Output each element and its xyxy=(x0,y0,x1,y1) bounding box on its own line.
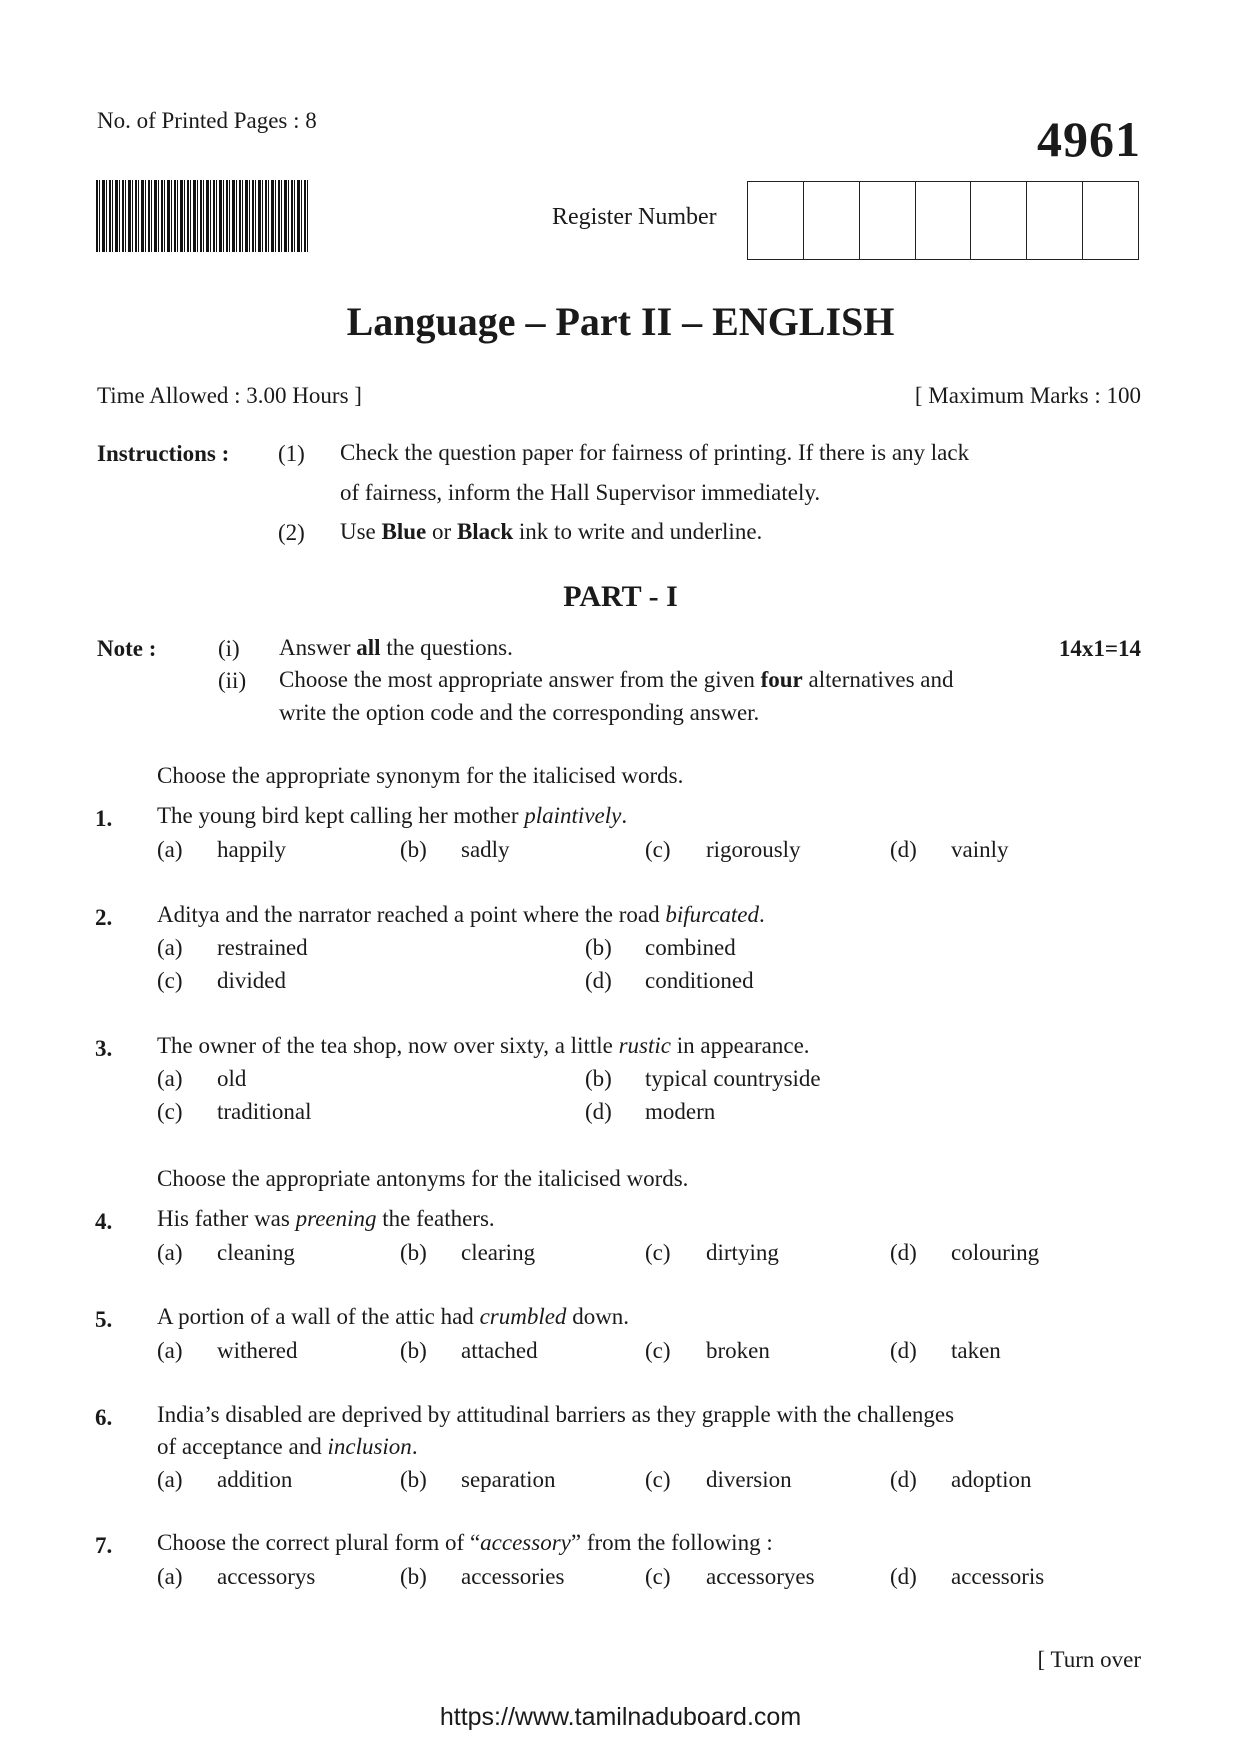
q-part: . xyxy=(759,902,765,927)
option-code: (d) xyxy=(890,1338,917,1363)
note-part: four xyxy=(760,667,803,692)
q-part: in appearance. xyxy=(670,1033,810,1058)
section-instruction: Choose the appropriate synonym for the italicised words. xyxy=(157,763,684,788)
option-text: combined xyxy=(645,935,736,960)
question-number: 7. xyxy=(95,1533,113,1558)
register-digit-box[interactable] xyxy=(1083,182,1138,259)
note-part: alternatives and xyxy=(802,667,954,692)
question-number: 3. xyxy=(95,1036,113,1061)
option-code: (b) xyxy=(400,837,427,862)
instruction-part: or xyxy=(426,519,457,544)
q-part: of acceptance and xyxy=(157,1434,328,1459)
note-part: the questions. xyxy=(380,635,513,660)
q-part: crumbled xyxy=(479,1304,567,1329)
part-heading: PART - I xyxy=(563,580,678,613)
q-part: The owner of the tea shop, now over sixty, a little xyxy=(157,1033,619,1058)
option-text: clearing xyxy=(461,1240,536,1265)
q-part: The young bird kept calling her mother xyxy=(157,803,525,828)
option-text: old xyxy=(217,1066,247,1091)
register-digit-box[interactable] xyxy=(748,182,804,259)
note-part: Answer xyxy=(279,635,357,660)
instruction-number: (1) xyxy=(278,441,305,466)
option-code: (c) xyxy=(157,1099,183,1124)
question-text: India’s disabled are deprived by attitudinal barriers as they grapple with the challenges xyxy=(157,1402,955,1427)
q-part: down. xyxy=(566,1304,630,1329)
instruction-text: Check the question paper for fairness of printing. If there is any lack xyxy=(340,440,970,465)
option-code: (b) xyxy=(585,1066,612,1091)
note-label: Note : xyxy=(97,636,157,661)
option-text: separation xyxy=(461,1467,556,1492)
question-text xyxy=(157,803,627,829)
option-text: accessoryes xyxy=(706,1564,815,1589)
note-text xyxy=(279,633,513,663)
question-text xyxy=(157,902,765,928)
question-number: 5. xyxy=(95,1307,113,1332)
option-text: conditioned xyxy=(645,968,754,993)
option-code: (a) xyxy=(157,1240,183,1265)
option-code: (c) xyxy=(645,1338,671,1363)
register-digit-box[interactable] xyxy=(1027,182,1083,259)
option-code: (a) xyxy=(157,1564,183,1589)
option-text: traditional xyxy=(217,1099,312,1124)
option-text: dirtying xyxy=(706,1240,779,1265)
option-text: addition xyxy=(217,1467,293,1492)
q-part: inclusion xyxy=(327,1434,412,1459)
option-code: (d) xyxy=(890,1467,917,1492)
source-url[interactable]: https://www.tamilnaduboard.com xyxy=(439,1703,802,1731)
maximum-marks: [ Maximum Marks : 100 xyxy=(914,383,1141,408)
option-text: broken xyxy=(706,1338,770,1363)
option-code: (b) xyxy=(400,1338,427,1363)
note-number: (ii) xyxy=(218,668,247,693)
turn-over: [ Turn over xyxy=(1037,1647,1141,1672)
option-code: (d) xyxy=(890,1240,917,1265)
option-code: (a) xyxy=(157,1338,183,1363)
option-text: withered xyxy=(217,1338,298,1363)
register-digit-box[interactable] xyxy=(971,182,1027,259)
option-code: (d) xyxy=(890,1564,917,1589)
q-part: A portion of a wall of the attic had xyxy=(157,1304,480,1329)
option-code: (a) xyxy=(157,837,183,862)
instructions-label: Instructions : xyxy=(97,441,230,466)
question-number: 2. xyxy=(95,905,113,930)
option-code: (b) xyxy=(400,1564,427,1589)
option-code: (c) xyxy=(645,837,671,862)
question-text xyxy=(157,1206,495,1232)
note-text: write the option code and the corresponding answer. xyxy=(279,700,760,725)
question-text xyxy=(157,1530,773,1556)
barcode xyxy=(96,180,308,252)
option-text: accessorys xyxy=(217,1564,316,1589)
instruction-part: Blue xyxy=(381,519,427,544)
instruction-number: (2) xyxy=(278,520,305,545)
q-part: accessory xyxy=(480,1530,571,1555)
question-number: 6. xyxy=(95,1405,113,1430)
option-code: (a) xyxy=(157,935,183,960)
instruction-part: Use xyxy=(340,519,382,544)
q-part: preening xyxy=(295,1206,377,1231)
instruction-text: of fairness, inform the Hall Supervisor immediately. xyxy=(340,480,821,505)
paper-title: Language – Part II – ENGLISH xyxy=(346,299,895,344)
printed-pages: No. of Printed Pages : 8 xyxy=(97,108,317,133)
option-code: (b) xyxy=(585,935,612,960)
register-digit-box[interactable] xyxy=(860,182,916,259)
option-code: (a) xyxy=(157,1066,183,1091)
question-text xyxy=(157,1434,418,1460)
register-number-label: Register Number xyxy=(552,204,717,230)
option-text: accessories xyxy=(461,1564,565,1589)
question-text xyxy=(157,1033,810,1059)
register-number-boxes[interactable] xyxy=(747,181,1139,260)
option-code: (a) xyxy=(157,1467,183,1492)
question-text xyxy=(157,1304,629,1330)
option-text: accessoris xyxy=(951,1564,1045,1589)
option-text: diversion xyxy=(706,1467,792,1492)
time-allowed: Time Allowed : 3.00 Hours ] xyxy=(97,383,362,408)
option-text: rigorously xyxy=(706,837,801,862)
option-code: (c) xyxy=(645,1467,671,1492)
option-code: (d) xyxy=(890,837,917,862)
option-text: happily xyxy=(217,837,286,862)
q-part: His father was xyxy=(157,1206,296,1231)
q-part: bifurcated xyxy=(665,902,760,927)
q-part: the feathers. xyxy=(376,1206,495,1231)
note-number: (i) xyxy=(218,636,240,661)
option-code: (d) xyxy=(585,1099,612,1124)
part-marks: 14x1=14 xyxy=(1058,636,1141,661)
option-text: cleaning xyxy=(217,1240,295,1265)
option-code: (c) xyxy=(157,968,183,993)
option-text: colouring xyxy=(951,1240,1040,1265)
q-part: Choose the correct plural form of “ xyxy=(157,1530,481,1555)
option-text: vainly xyxy=(951,837,1009,862)
option-code: (b) xyxy=(400,1240,427,1265)
instruction-part: Black xyxy=(456,519,514,544)
q-part: ” from the following : xyxy=(570,1530,773,1555)
option-code: (c) xyxy=(645,1240,671,1265)
option-code: (b) xyxy=(400,1467,427,1492)
note-part: all xyxy=(356,635,381,660)
option-text: restrained xyxy=(217,935,308,960)
note-text xyxy=(279,665,954,695)
option-text: attached xyxy=(461,1338,538,1363)
q-part: Aditya and the narrator reached a point where the road xyxy=(157,902,666,927)
option-text: typical countryside xyxy=(645,1066,821,1091)
q-part: . xyxy=(621,803,628,828)
section-instruction: Choose the appropriate antonyms for the italicised words. xyxy=(157,1166,689,1191)
option-text: divided xyxy=(217,968,286,993)
paper-code: 4961 xyxy=(1037,111,1141,167)
question-number: 1. xyxy=(95,806,113,831)
register-digit-box[interactable] xyxy=(916,182,972,259)
option-text: modern xyxy=(645,1099,716,1124)
instruction-text xyxy=(340,517,762,547)
instruction-part: ink to write and underline. xyxy=(513,519,763,544)
option-code: (c) xyxy=(645,1564,671,1589)
option-text: taken xyxy=(951,1338,1001,1363)
q-part: plaintively xyxy=(524,803,622,828)
note-part: Choose the most appropriate answer from the given xyxy=(279,667,761,692)
q-part: rustic xyxy=(618,1033,671,1058)
q-part: . xyxy=(411,1434,418,1459)
question-number: 4. xyxy=(95,1209,113,1234)
option-text: sadly xyxy=(461,837,510,862)
option-code: (d) xyxy=(585,968,612,993)
register-digit-box[interactable] xyxy=(804,182,860,259)
option-text: adoption xyxy=(951,1467,1032,1492)
